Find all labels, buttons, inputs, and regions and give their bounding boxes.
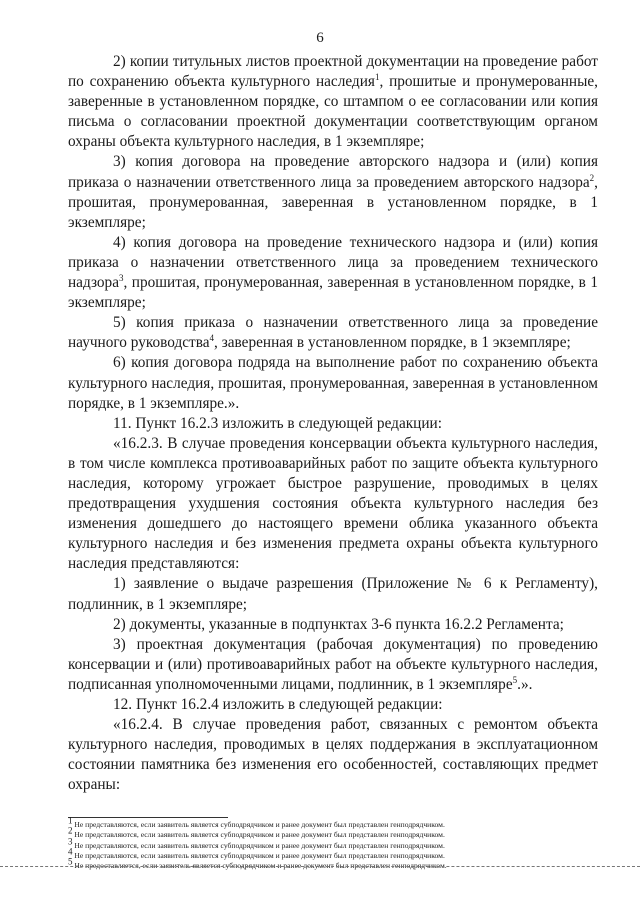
paragraph-item-4	[68, 233, 598, 313]
footnote-item	[68, 815, 608, 830]
paragraph-sub-1	[68, 574, 598, 614]
footnote-number: 3	[68, 836, 73, 847]
paragraph-text: «16.2.4. В случае проведения работ, связанных с ремонтом объекта культурного наследия, проводимых в целях поддержания в эксплуатационном состоянии памятника без изменения его особенностей, составляющих предмет охраны:	[68, 716, 598, 794]
paragraph-sub-2	[68, 615, 598, 635]
footnote-ref: 2	[589, 172, 595, 183]
footnote-text: Не предоставляется, если заявитель является субподрядчиком и ранее документ был представлен генподрядчиком.	[74, 861, 447, 871]
paragraph-item-3	[68, 152, 598, 232]
paragraph-text: «16.2.3. В случае проведения консервации объекта культурного наследия, в том числе комплекса противоаварийных работ по защите объекта культурного наследия, которому угрожает быстрое разрушение, проводимых в целях предотвращения ухудшения состояния объекта культурного наследия без изменения дошедшего до настоящего времени облика указанного объекта культурного наследия и без изменения предмета охраны объекта культурного наследия представляются:	[68, 434, 598, 573]
footnote-item	[68, 836, 608, 851]
footnote-text: Не представляются, если заявитель является субподрядчиком и ранее документ был представлен генподрядчиком.	[74, 820, 445, 829]
footnote-number: 2	[68, 825, 73, 836]
paragraph-text: 6) копия договора подряда на выполнение работ по сохранению объекта культурного наследия, прошитая, пронумерованная, заверенная в установленном порядке, в 1 экземпляре.».	[68, 354, 598, 412]
paragraph-text: 4) копия договора на проведение технического надзора и (или) копия приказа о назначении ответственного лица за проведением технического надзора	[68, 233, 598, 292]
footnotes	[68, 815, 608, 871]
paragraph-item-5	[68, 313, 598, 353]
footnote-item	[68, 846, 608, 861]
footnote-number: 1	[68, 815, 73, 826]
footnote-ref: 3	[119, 272, 124, 283]
footnote-ref: 4	[209, 333, 215, 344]
paragraph-text-cont: , прошитая, пронумерованная, заверенная в установленном порядке, в 1 экземпляре;	[68, 274, 598, 312]
paragraph-16-2-3	[68, 434, 598, 575]
paragraph-text-cont: , заверенная в установленном порядке, в 1 экземпляре;	[214, 334, 571, 352]
footnote-number: 4	[68, 846, 73, 857]
paragraph-point-12	[68, 695, 598, 715]
footnote-ref: 1	[374, 72, 380, 82]
paragraph-text: 2) копии титульных листов проектной документации на проведение работ по сохранению объекта культурного наследия	[68, 53, 598, 91]
paragraph-text: 11. Пункт 16.2.3 изложить в следующей редакции:	[113, 414, 442, 432]
paragraph-text: 2) документы, указанные в подпунктах 3-6 пункта 16.2.2 Регламента;	[113, 615, 564, 633]
paragraph-text: 12. Пункт 16.2.4 изложить в следующей редакции:	[113, 696, 443, 713]
paragraph-text-cont: .».	[517, 675, 533, 693]
footnote-number: 5	[68, 856, 73, 867]
paragraph-text: 5) копия приказа о назначении ответственного лица за проведение научного руководства	[68, 314, 598, 352]
footnote-ref: 5	[512, 674, 518, 685]
paragraph-text: 3) копия договора на проведение авторского надзора и (или) копия приказа о назначении ответственного лица за проведением авторского надзора	[68, 153, 598, 191]
paragraph-point-11	[68, 414, 598, 434]
footnote-text: Не представляются, если заявитель является субподрядчиком и ранее документ был представлен генподрядчиком.	[74, 840, 445, 850]
paragraph-text-cont: , прошитая, пронумерованная, заверенная в установленном порядке, в 1 экземпляре;	[68, 173, 598, 231]
footnote-divider	[68, 817, 228, 818]
paragraph-text: 1) заявление о выдаче разрешения (Приложение № 6 к Регламенту), подлинник, в 1 экземпляре;	[68, 575, 598, 613]
paragraph-item-2	[68, 52, 598, 152]
page-bottom-divider	[0, 866, 640, 867]
paragraph-item-6	[68, 353, 598, 413]
paragraph-sub-3	[68, 635, 598, 695]
page-number: 6	[316, 30, 324, 46]
footnote-text: Не представляются, если заявитель является субподрядчиком и ранее документ был представлен генподрядчиком.	[74, 850, 445, 860]
document-body	[68, 52, 598, 795]
paragraph-16-2-4	[68, 715, 598, 795]
paragraph-text-cont: , прошитые и пронумерованные, заверенные в установленном порядке, со штампом о ее согласовании или копия письма о согласовании проектной документации соответствующим органом охраны объекта культурного наследия, в 1 экземпляре;	[68, 73, 599, 151]
footnote-item	[68, 825, 608, 840]
footnote-text: Не представляются, если заявитель является субподрядчиком и ранее документ был представлен генподрядчиком.	[74, 830, 445, 840]
paragraph-text: 3) проектная документация (рабочая документация) по проведению консервации и (или) противоаварийных работ на объекте культурного наследия, подписанная уполномоченными лицами, подлинник, в 1 экземпляре	[68, 635, 598, 693]
